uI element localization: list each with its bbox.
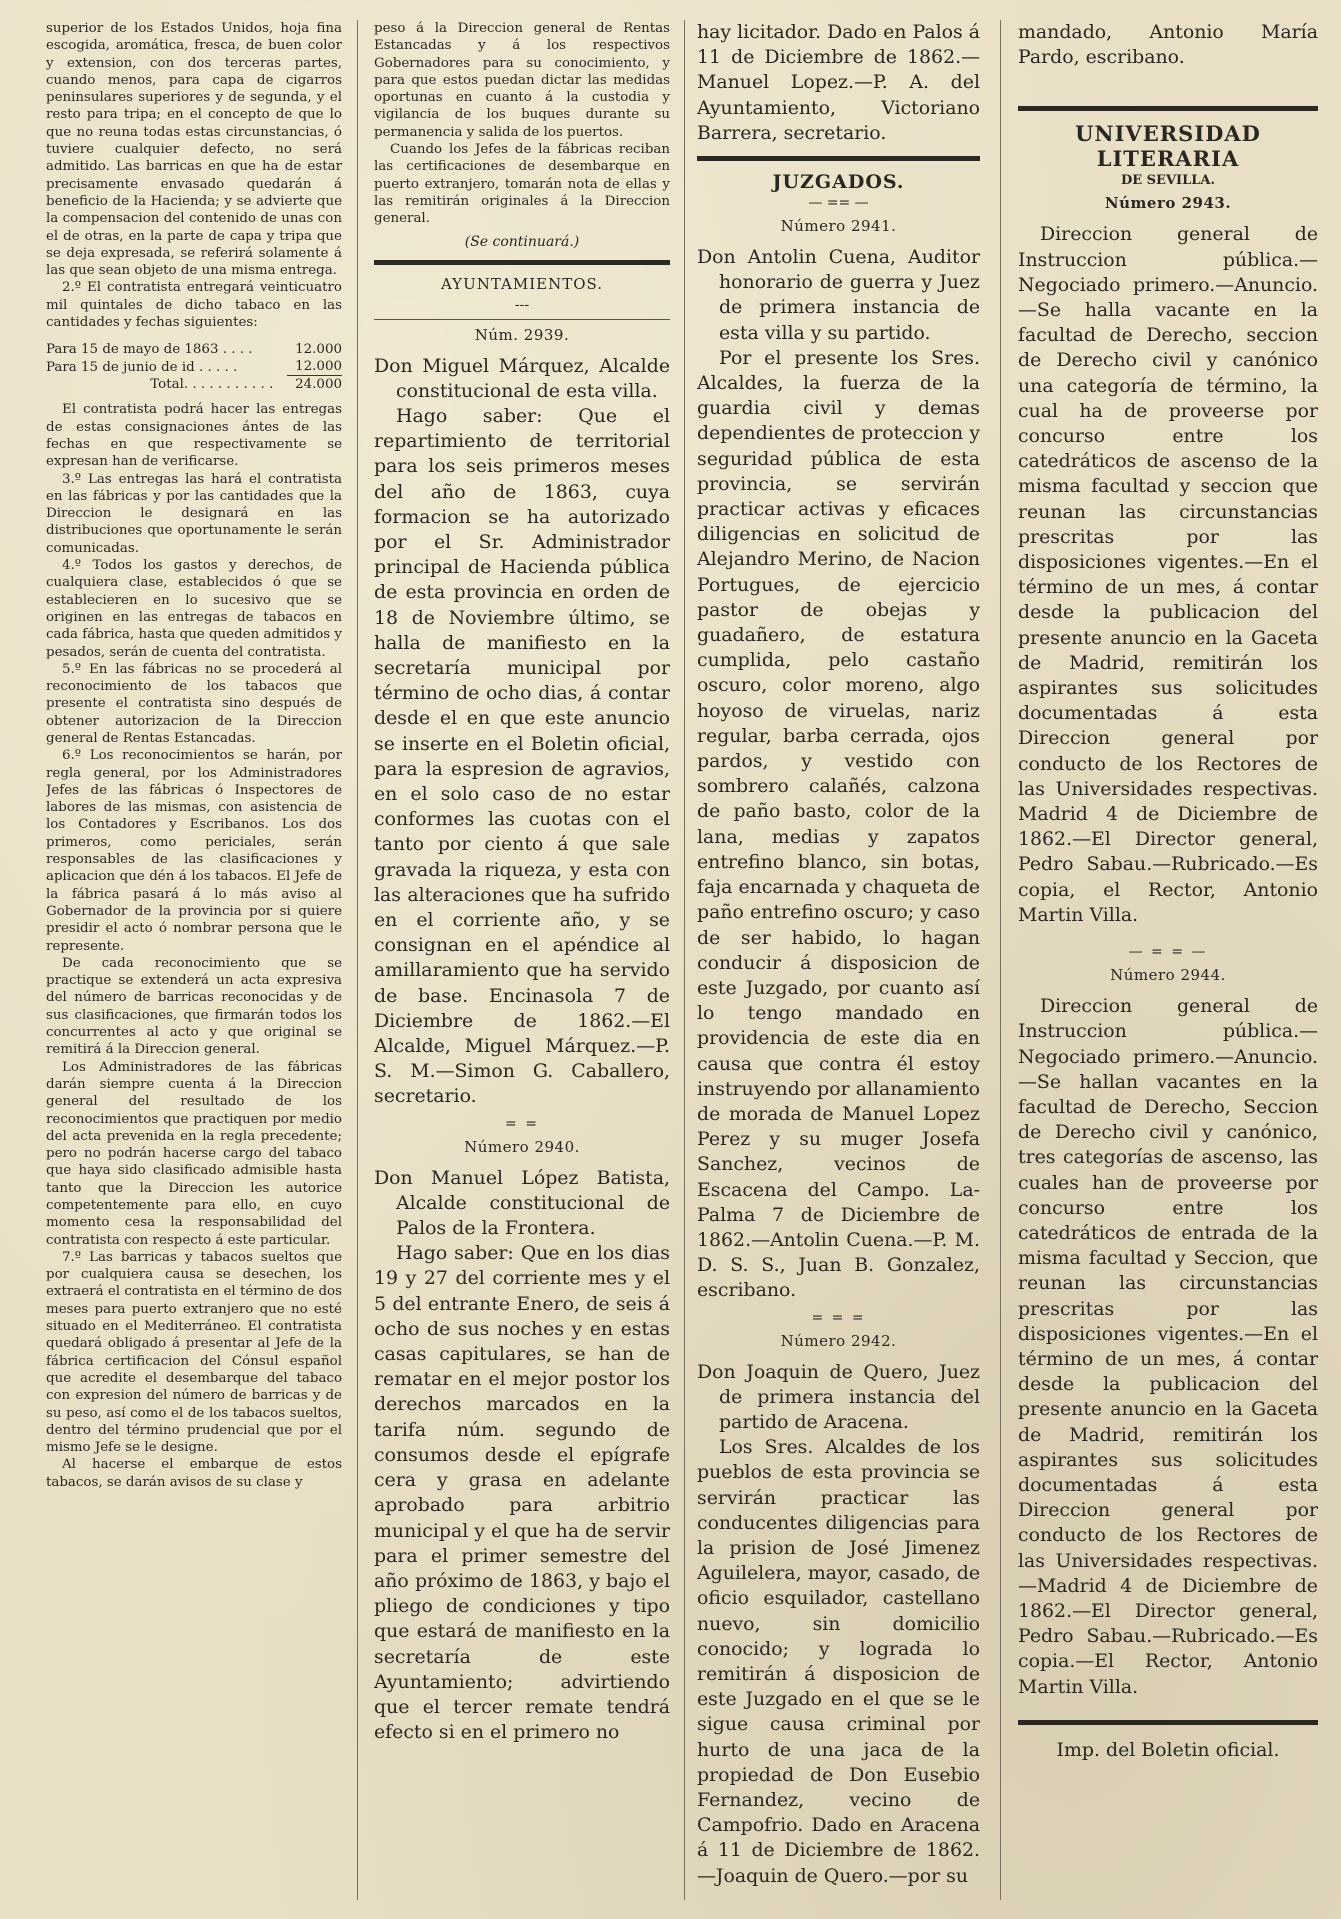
- paragraph: hay licitador. Dado en Palos á 11 de Diciembre de 1862.—Manuel Lopez.—P. A. del Ayuntamiento, Victoriano Barrera, secretario.: [697, 21, 980, 144]
- table-row: [46, 358, 342, 376]
- paragraph: Al hacerse el embarque de estos tabacos, se darán avisos de su clase y: [46, 1457, 342, 1490]
- column-1: [46, 20, 342, 1491]
- section-title: AYUNTAMIENTOS.: [440, 274, 604, 293]
- notice-number: Número 2941.: [780, 217, 897, 236]
- paragraph: Direccion general de Instruccion pública.—Negociado primero.—Anuncio.—Se hallan vacantes en la facultad de Derecho, Seccion de Derecho civil y canónico, tres categorías de ascenso, las cuales han de proveerse por concurso entre los catedráticos de entrada de la misma facultad y Seccion, que reunan las circunstancias prescritas por las disposiciones vigentes.—En el término de un mes, á contar desde la publicacion del presente anuncio en la Gaceta de Madrid, remitirán los aspirantes sus solicitudes documentadas á esta Direccion general por conducto de los Rectores de las Universidades respectivas.—Madrid 4 de Diciembre de 1862.—El Director general, Pedro Sabau.—Rubricado.—Es copia.—El Rector, Antonio Martin Villa.: [1018, 995, 1318, 1698]
- column-4: [1018, 20, 1318, 1761]
- section-dash: ---: [514, 296, 530, 313]
- section-dash: — == —: [808, 195, 869, 212]
- notice-heading: Don Joaquin de Quero, Juez de primera instancia del partido de Aracena.: [697, 1360, 980, 1433]
- section-title: JUZGADOS.: [772, 171, 905, 194]
- paragraph: Por el presente los Sres. Alcaldes, la fuerza de la guardia civil y demas dependientes de proteccion y seguridad pública de esta provincia, se servirán practicar activas y eficaces diligencias en solicitud de Alejandro Merino, de Nacion Portugues, de ejercicio pastor de obejas y guadañero, de estatura cumplida, pelo castaño oscuro, color moreno, algo hoyoso de viruelas, nariz regular, barba cerrada, ojos pardos, y vestido con sombrero calañés, calzona de paño basto, color de la lana, medias y zapatos entrefino blanco, sin botas, faja encarnada y chaqueta de paño entrefino oscuro; y caso de ser habido, lo hagan conducir á disposicion de este Juzgado, por cuanto así lo tengo mandado en providencia de este dia en causa que contra él estoy instruyendo por allanamiento de morada de Manuel Lopez Perez y su muger Josefa Sanchez, vecinos de Escacena del Campo. La-Palma 7 de Diciembre de 1862.—Antolin Cuena.—P. M. D. S. S., Juan B. Gonzalez, escribano.: [697, 346, 980, 1302]
- ornament: = = =: [811, 1309, 866, 1326]
- column-2: [374, 20, 670, 1745]
- section-subtitle: DE SEVILLA.: [1120, 173, 1216, 189]
- paragraph: Los Sres. Alcaldes de los pueblos de esta provincia se servirán practicar las conducentes diligencias para la prision de José Jimenez Aguilelera, mayor, casado, de oficio esquilador, castellano nuevo, sin domicilio conocido; y lograda lo remitirán á disposicion de este Juzgado en el que se le sigue causa criminal por hurto de una jaca de la propiedad de Don Eusebio Fernandez, vecino de Campofrio. Dado en Aracena á 11 de Diciembre de 1862.—Joaquin de Quero.—por su: [697, 1436, 980, 1887]
- paragraph: peso á la Direccion general de Rentas Estancadas y á los respectivos Gobernadores para su conocimiento, y para que estos puedan dictar las medidas oportunas en cuanto á la custodia y vigilancia de los buques durante su permanencia y salida de los puertos.: [374, 21, 670, 140]
- column-rule: [1000, 20, 1001, 1900]
- notice-number: Número 2942.: [780, 1331, 897, 1350]
- paragraph: El contratista podrá hacer las entregas de estas consignaciones ántes de las fechas en que respectivamente se expresan han de verificarse.: [46, 402, 342, 470]
- section-divider: [1018, 106, 1318, 111]
- paragraph: 3.º Las entregas las hará el contratista en las fábricas y por las cantidades que la Direccion le designará en las distribuciones que oportunamente le serán comunicadas.: [46, 471, 342, 556]
- table-cell-value: 12.000: [295, 359, 342, 375]
- total-label: Total. . . . . . . . . . .: [150, 377, 274, 393]
- ornament: = =: [505, 1115, 539, 1132]
- notice-heading: Don Miguel Márquez, Alcalde constitucional de esta villa.: [374, 354, 670, 402]
- paragraph: Direccion general de Instruccion pública.—Negociado primero.—Anuncio.—Se halla vacante en la facultad de Derecho, seccion de Derecho civil y canónico una categoría de término, la cual ha de proveerse por concurso entre los catedráticos de ascenso de la misma facultad y seccion que reunan las circunstancias prescritas por las disposiciones vigentes.—En el término de un mes, á contar desde la publicacion del presente anuncio en la Gaceta de Madrid, remitirán los aspirantes sus solicitudes documentadas á esta Direccion general por conducto de los Rectores de las Universidades respectivas. Madrid 4 de Diciembre de 1862.—El Director general, Pedro Sabau.—Rubricado.—Es copia, el Rector, Antonio Martin Villa.: [1018, 223, 1318, 926]
- table-cell-label: Para 15 de junio de id . . . . .: [46, 359, 238, 375]
- paragraph: 4.º Todos los gastos y derechos, de cualquiera clase, establecidos ó que se establecieren en lo sucesivo que se originen en las entregas de tabacos en cada fábrica, hasta que queden admitidos y pesados, serán de cuenta del contratista.: [46, 558, 342, 660]
- notice-number: Núm. 2939.: [474, 325, 570, 344]
- section-divider: [374, 260, 670, 265]
- paragraph: Hago saber: Que el repartimiento de territorial para los seis primeros meses del año de 1863, cuya formacion se ha autorizado por el Sr. Administrador principal de Hacienda pública de esta provincia en orden de 18 de Noviembre último, se halla de manifiesto en la secretaría municipal por término de ocho dias, á contar desde el en que este anuncio se inserte en el Boletin oficial, para la espresion de agravios, en el solo caso de no estar conformes las cuotas con el tanto por ciento á que sale gravada la riqueza, y esta con las alteraciones que ha sufrido en el corriente año, y se consignan en el apéndice al amillaramiento que ha servido de base. Encinasola 7 de Diciembre de 1862.—El Alcalde, Miguel Márquez.—P. S. M.—Simon G. Caballero, secretario.: [374, 404, 670, 1108]
- paragraph: Los Administradores de las fábricas darán siempre cuenta á la Direccion general del resultado de los reconocimientos que practiquen por medio del acta prevenida en la regla precedente; pero no podrán hacerse cargo del tabaco que haya sido clasificado admisible hasta tanto que la Direccion les autorice competentemente para ello, en cuyo momento cesa la responsabilidad del contratista con respecto á este particular.: [46, 1059, 342, 1248]
- notice-number: Número 2940.: [464, 1137, 580, 1156]
- paragraph: De cada reconocimiento que se practique se extenderá un acta expresiva del número de barricas reconocidas y de sus clasificaciones, que firmarán todos los concurrentes al acto y que original se remitirá á la Direccion general.: [46, 955, 342, 1058]
- table-row: [46, 341, 342, 358]
- table-total-row: [46, 376, 342, 394]
- printer-imprint: Imp. del Boletin oficial.: [1056, 1738, 1280, 1761]
- paragraph: Hago saber: Que en los dias 19 y 27 del corriente mes y el 5 del entrante Enero, de seis á ocho de sus noches y en estas casas capitulares, se han de rematar en el mejor postor los derechos marcados en la tarifa núm. segundo de consumos desde el epígrafe cera y grasa en adelante aprobado para arbitrio municipal y el que ha de servir para el primer semestre del año próximo de 1863, y bajo el pliego de condiciones y tipo que estará de manifiesto en la secretaría de este Ayuntamiento; advirtiendo que el tercer remate tendrá efecto si en el primero no: [374, 1242, 670, 1744]
- paragraph: 6.º Los reconocimientos se harán, por regla general, por los Administradores Jefes de las fábricas ó Inspectores de labores de las mismas, con asistencia de los Contadores y Escribanos. Los dos primeros, como periciales, serán responsables de las clasificaciones y aplicacion que dén á los tabacos. El Jefe de la fábrica pasará á lo más aviso al Gobernador de la provincia por si quiere presidir el acto ó nombrar persona que le represente.: [46, 748, 342, 954]
- column-rule: [357, 20, 358, 1900]
- column-rule: [684, 20, 685, 1900]
- divider: [374, 319, 670, 320]
- section-divider: [697, 156, 980, 161]
- paragraph: superior de los Estados Unidos, hoja fina escogida, aromática, fresca, de buen color y extension, con dos terceras partes, cuando menos, para capa de cigarros peninsulares superiores y de segunda, y el resto para tripa; en el concepto de que lo que no reuna todas estas circunstancias, ó tuviere cualquier defecto, no será admitido. Las barricas en que ha de estar precisamente envasado quedarán á beneficio de la Hacienda; y se advierte que la compensacion del contenido de unas con el de otras, en la parte de capa y tripa que se deja expresada, se referirá solamente á las que sean objeto de una misma entrega.: [46, 21, 342, 279]
- table-cell-value: 12.000: [295, 342, 342, 358]
- paragraph: 5.º En las fábricas no se procederá al reconocimiento de los tabacos que presente el contratista sino después de obtener autorizacion de la Direccion general de Rentas Estancadas.: [46, 661, 342, 746]
- total-value: 24.000: [287, 376, 342, 394]
- table-cell-label: Para 15 de mayo de 1863 . . . .: [46, 342, 253, 358]
- paragraph: Cuando los Jefes de la fábricas reciban las certificaciones de desembarque en puerto extranjero, tomarán nota de ellas y las remitirán originales á la Direccion general.: [374, 142, 670, 227]
- column-3: [697, 20, 980, 1889]
- notice-heading: Don Manuel López Batista, Alcalde constitucional de Palos de la Frontera.: [374, 1166, 670, 1240]
- notice-number: Número 2944.: [1110, 966, 1226, 985]
- paragraph: 7.º Las barricas y tabacos sueltos que por cualquiera causa se desechen, los extraerá el contratista en el término de dos meses para puerto extranjero que no esté situado en el Mediterráneo. El contratista quedará obligado á presentar al Jefe de la fábrica certificacion del Cónsul español que acredite el desembarque del tabaco con expresion del número de barricas y de su peso, así como el de los tabacos sueltos, dentro del término prudencial que por el mismo Jefe se le designe.: [46, 1249, 342, 1456]
- notice-number: Número 2943.: [1104, 194, 1232, 213]
- delivery-table: [46, 341, 342, 393]
- paragraph: mandado, Antonio María Pardo, escribano.: [1018, 21, 1318, 69]
- ornament: — = = —: [1128, 944, 1208, 961]
- notice-heading: Don Antolin Cuena, Auditor honorario de guerra y Juez de primera instancia de esta villa y su partido.: [697, 246, 980, 344]
- section-title: UNIVERSIDAD LITERARIA: [1075, 121, 1261, 172]
- paragraph: 2.º El contratista entregará veinticuatro mil quintales de dicho tabaco en las cantidades y fechas siguientes:: [46, 280, 342, 331]
- continued-note: (Se continuará.): [464, 233, 580, 250]
- section-divider: [1018, 1720, 1318, 1725]
